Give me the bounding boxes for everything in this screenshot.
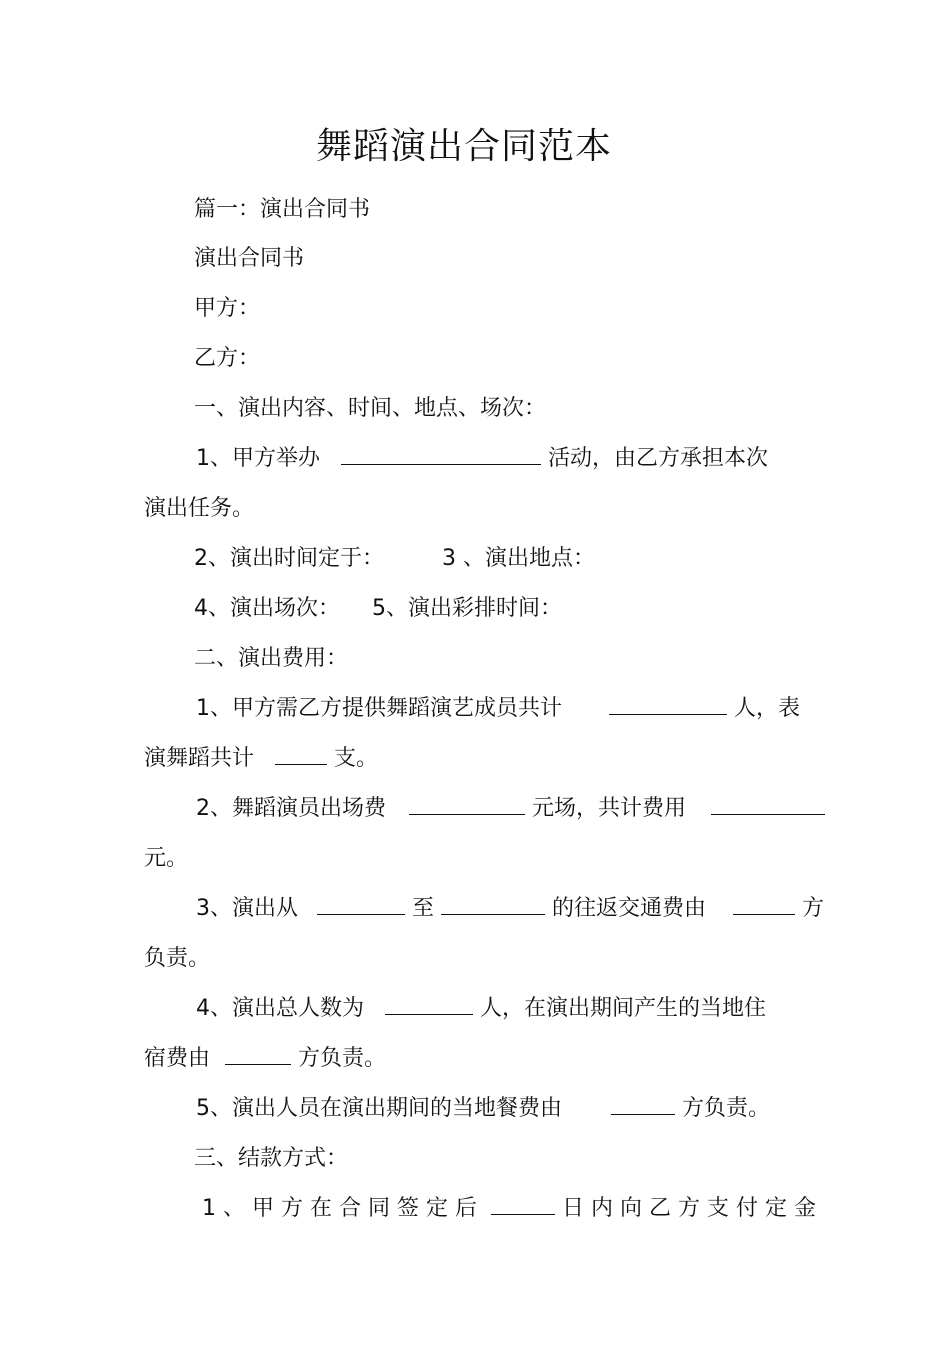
clause-2-1 — [196, 694, 800, 724]
clause-text: 方负责。 — [298, 1046, 387, 1071]
section-label: 篇一：演出合同书 — [194, 197, 371, 222]
clause-2-4-cont — [144, 1044, 386, 1074]
document-title: 舞蹈演出合同范本 — [315, 126, 612, 167]
clause-text: 3 、演出地点： — [442, 546, 595, 571]
clause-2-2-cont: 元。 — [144, 846, 189, 871]
clause-2-4 — [196, 994, 766, 1024]
section-heading-2: 二、演出费用： — [194, 646, 349, 671]
fill-blank — [609, 694, 727, 715]
party-b-label: 乙方： — [194, 346, 261, 371]
clause-3-1 — [202, 1194, 823, 1224]
clause-2-3 — [196, 894, 824, 924]
clause-text: 元场，共计费用 — [532, 796, 687, 821]
clause-text: 1、甲方在合同签定后 — [202, 1196, 484, 1221]
fill-blank — [275, 744, 327, 765]
clause-text: 日内向乙方支付定金 — [562, 1196, 824, 1221]
clause-text: 人，表 — [734, 696, 801, 721]
fill-blank — [225, 1044, 291, 1065]
fill-blank — [491, 1194, 555, 1215]
fill-blank — [711, 794, 825, 815]
clause-text: 宿费由 — [144, 1046, 211, 1071]
clause-2-5 — [196, 1094, 770, 1124]
clause-text: 活动，由乙方承担本次 — [548, 446, 769, 471]
clause-1-4-5 — [194, 594, 562, 624]
fill-blank — [441, 894, 545, 915]
clause-1-2-3 — [194, 544, 595, 574]
clause-text: 支。 — [334, 746, 379, 771]
fill-blank — [341, 444, 541, 465]
clause-2-1-cont — [144, 744, 378, 774]
clause-1-1 — [196, 444, 768, 474]
clause-text: 方 — [802, 896, 825, 921]
clause-2-3-cont: 负责。 — [144, 946, 211, 971]
party-a-label: 甲方： — [194, 296, 261, 321]
clause-text: 1、甲方需乙方提供舞蹈演艺成员共计 — [196, 696, 562, 721]
clause-text: 3、演出从 — [196, 896, 298, 921]
clause-2-2 — [196, 794, 825, 824]
clause-text: 方负责。 — [682, 1096, 771, 1121]
clause-text: 1、甲方举办 — [196, 446, 320, 471]
clause-text: 5、演出人员在演出期间的当地餐费由 — [196, 1096, 562, 1121]
clause-1-1-cont: 演出任务。 — [144, 496, 255, 521]
clause-text: 演舞蹈共计 — [144, 746, 255, 771]
fill-blank — [317, 894, 405, 915]
clause-text: 人，在演出期间产生的当地住 — [480, 996, 767, 1021]
clause-text: 2、演出时间定于： — [194, 546, 384, 571]
section-heading-1: 一、演出内容、时间、地点、场次： — [194, 396, 547, 421]
clause-text: 的往返交通费由 — [552, 896, 707, 921]
contract-heading: 演出合同书 — [194, 246, 305, 271]
clause-text: 2、舞蹈演员出场费 — [196, 796, 386, 821]
clause-text: 5、演出彩排时间： — [372, 596, 562, 621]
fill-blank — [733, 894, 795, 915]
section-heading-3: 三、结款方式： — [194, 1146, 349, 1171]
clause-text: 4、演出总人数为 — [196, 996, 364, 1021]
clause-text: 至 — [412, 896, 435, 921]
fill-blank — [385, 994, 473, 1015]
fill-blank — [611, 1094, 675, 1115]
clause-text: 4、演出场次： — [194, 596, 340, 621]
fill-blank — [409, 794, 525, 815]
